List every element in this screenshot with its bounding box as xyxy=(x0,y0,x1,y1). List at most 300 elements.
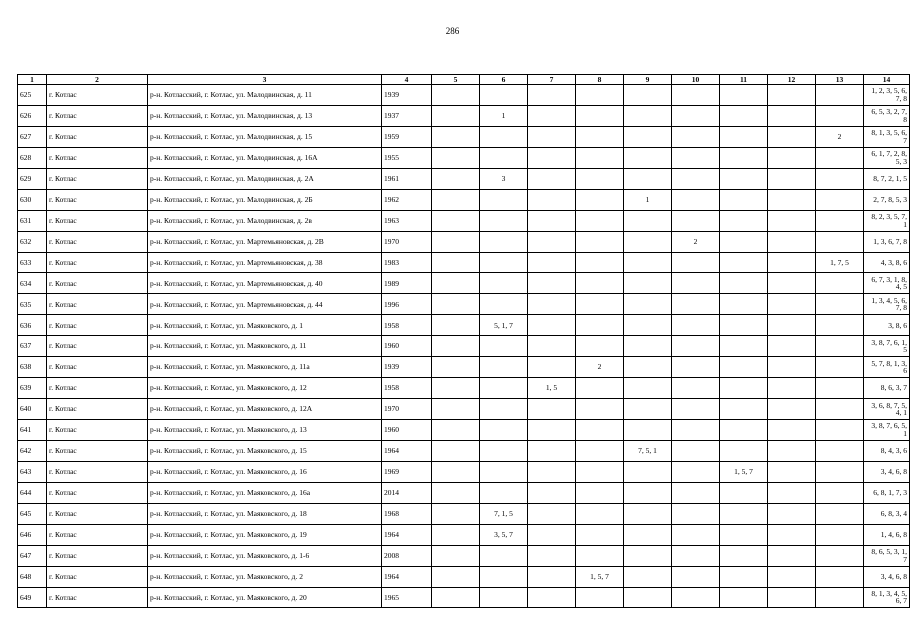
cell-col-8 xyxy=(576,189,624,210)
cell-col-6 xyxy=(480,482,528,503)
cell-col-7 xyxy=(528,126,576,147)
cell-city: г. Котлас xyxy=(47,189,148,210)
cell-col-5 xyxy=(432,461,480,482)
cell-col-5 xyxy=(432,482,480,503)
cell-col-11 xyxy=(720,420,768,441)
cell-col-10: 2 xyxy=(672,231,720,252)
column-header: 7 xyxy=(528,75,576,85)
cell-year: 1963 xyxy=(382,210,432,231)
cell-col-12 xyxy=(768,482,816,503)
table-row xyxy=(18,399,910,420)
column-header: 13 xyxy=(816,75,864,85)
cell-city: г. Котлас xyxy=(47,378,148,399)
cell-col-5 xyxy=(432,315,480,336)
cell-year: 1962 xyxy=(382,189,432,210)
cell-col-5 xyxy=(432,168,480,189)
cell-year: 1989 xyxy=(382,273,432,294)
cell-col-12 xyxy=(768,294,816,315)
cell-city: г. Котлас xyxy=(47,126,148,147)
cell-city: г. Котлас xyxy=(47,461,148,482)
cell-address: р-н. Котласский, г. Котлас, ул. Маяковского, д. 1 xyxy=(148,315,382,336)
cell-year: 1964 xyxy=(382,566,432,587)
cell-col-9 xyxy=(624,105,672,126)
cell-col-12 xyxy=(768,147,816,168)
cell-col-6 xyxy=(480,461,528,482)
table-row xyxy=(18,273,910,294)
cell-col-12 xyxy=(768,587,816,608)
cell-col-10 xyxy=(672,461,720,482)
column-header: 8 xyxy=(576,75,624,85)
cell-col-14: 1, 3, 6, 7, 8 xyxy=(864,231,910,252)
column-header: 3 xyxy=(148,75,382,85)
cell-col-8 xyxy=(576,147,624,168)
cell-col-14: 8, 2, 3, 5, 7, 1 xyxy=(864,210,910,231)
table-row xyxy=(18,189,910,210)
cell-col-6: 5, 1, 7 xyxy=(480,315,528,336)
cell-row-number: 633 xyxy=(18,252,47,273)
cell-col-8 xyxy=(576,420,624,441)
register-table xyxy=(17,74,910,608)
cell-col-12 xyxy=(768,357,816,378)
cell-col-9: 7, 5, 1 xyxy=(624,440,672,461)
cell-col-9 xyxy=(624,482,672,503)
cell-col-8 xyxy=(576,503,624,524)
cell-row-number: 629 xyxy=(18,168,47,189)
cell-col-7 xyxy=(528,524,576,545)
cell-row-number: 635 xyxy=(18,294,47,315)
cell-col-7 xyxy=(528,357,576,378)
cell-address: р-н. Котласский, г. Котлас, ул. Малодвинская, д. 2А xyxy=(148,168,382,189)
table-row xyxy=(18,105,910,126)
cell-col-5 xyxy=(432,126,480,147)
cell-city: г. Котлас xyxy=(47,357,148,378)
table-row xyxy=(18,378,910,399)
cell-city: г. Котлас xyxy=(47,210,148,231)
cell-year: 1955 xyxy=(382,147,432,168)
cell-col-6: 7, 1, 5 xyxy=(480,503,528,524)
cell-col-14: 3, 8, 7, 6, 1, 5 xyxy=(864,336,910,357)
cell-col-10 xyxy=(672,399,720,420)
cell-year: 1968 xyxy=(382,503,432,524)
cell-col-6 xyxy=(480,336,528,357)
cell-city: г. Котлас xyxy=(47,399,148,420)
cell-row-number: 630 xyxy=(18,189,47,210)
table-row xyxy=(18,482,910,503)
cell-col-5 xyxy=(432,189,480,210)
cell-col-14: 8, 6, 3, 7 xyxy=(864,378,910,399)
cell-col-11 xyxy=(720,524,768,545)
cell-col-7 xyxy=(528,273,576,294)
column-header: 5 xyxy=(432,75,480,85)
cell-city: г. Котлас xyxy=(47,440,148,461)
cell-col-10 xyxy=(672,168,720,189)
cell-col-6 xyxy=(480,252,528,273)
cell-col-14: 2, 7, 8, 5, 3 xyxy=(864,189,910,210)
cell-year: 1960 xyxy=(382,336,432,357)
table-row xyxy=(18,420,910,441)
cell-col-9 xyxy=(624,252,672,273)
cell-col-6 xyxy=(480,357,528,378)
cell-row-number: 626 xyxy=(18,105,47,126)
cell-col-8 xyxy=(576,378,624,399)
cell-col-13 xyxy=(816,399,864,420)
cell-col-11 xyxy=(720,399,768,420)
cell-col-6 xyxy=(480,420,528,441)
cell-year: 1965 xyxy=(382,587,432,608)
cell-row-number: 625 xyxy=(18,85,47,106)
cell-year: 1961 xyxy=(382,168,432,189)
cell-col-6 xyxy=(480,189,528,210)
cell-row-number: 646 xyxy=(18,524,47,545)
cell-city: г. Котлас xyxy=(47,273,148,294)
cell-col-9 xyxy=(624,336,672,357)
cell-col-13 xyxy=(816,503,864,524)
cell-address: р-н. Котласский, г. Котлас, ул. Маяковского, д. 11 xyxy=(148,336,382,357)
cell-col-7 xyxy=(528,189,576,210)
cell-year: 1970 xyxy=(382,231,432,252)
cell-col-14: 6, 5, 3, 2, 7, 8 xyxy=(864,105,910,126)
cell-col-9 xyxy=(624,315,672,336)
cell-col-7 xyxy=(528,315,576,336)
cell-col-9 xyxy=(624,399,672,420)
cell-col-13 xyxy=(816,357,864,378)
cell-address: р-н. Котласский, г. Котлас, ул. Мартемьяновская, д. 44 xyxy=(148,294,382,315)
cell-row-number: 632 xyxy=(18,231,47,252)
cell-col-9 xyxy=(624,545,672,566)
column-header: 4 xyxy=(382,75,432,85)
cell-col-14: 3, 8, 6 xyxy=(864,315,910,336)
cell-address: р-н. Котласский, г. Котлас, ул. Маяковского, д. 15 xyxy=(148,440,382,461)
cell-col-11 xyxy=(720,378,768,399)
cell-col-6 xyxy=(480,399,528,420)
cell-address: р-н. Котласский, г. Котлас, ул. Малодвинская, д. 2Б xyxy=(148,189,382,210)
cell-city: г. Котлас xyxy=(47,566,148,587)
cell-col-14: 5, 7, 8, 1, 3, 6 xyxy=(864,357,910,378)
cell-col-7 xyxy=(528,336,576,357)
cell-year: 1959 xyxy=(382,126,432,147)
cell-year: 1970 xyxy=(382,399,432,420)
cell-col-7 xyxy=(528,210,576,231)
cell-col-10 xyxy=(672,336,720,357)
cell-col-7 xyxy=(528,566,576,587)
cell-col-10 xyxy=(672,503,720,524)
cell-col-10 xyxy=(672,357,720,378)
cell-city: г. Котлас xyxy=(47,524,148,545)
cell-city: г. Котлас xyxy=(47,336,148,357)
cell-col-6 xyxy=(480,294,528,315)
cell-col-12 xyxy=(768,503,816,524)
cell-col-12 xyxy=(768,545,816,566)
cell-year: 1996 xyxy=(382,294,432,315)
cell-year: 1937 xyxy=(382,105,432,126)
cell-col-10 xyxy=(672,105,720,126)
cell-col-10 xyxy=(672,294,720,315)
cell-row-number: 647 xyxy=(18,545,47,566)
cell-col-12 xyxy=(768,524,816,545)
cell-col-13 xyxy=(816,587,864,608)
cell-col-14: 8, 1, 3, 5, 6, 7 xyxy=(864,126,910,147)
table-row xyxy=(18,147,910,168)
cell-col-13 xyxy=(816,273,864,294)
cell-address: р-н. Котласский, г. Котлас, ул. Мартемьяновская, д. 2В xyxy=(148,231,382,252)
cell-col-8 xyxy=(576,252,624,273)
cell-col-14: 8, 1, 3, 4, 5, 6, 7 xyxy=(864,587,910,608)
cell-col-9 xyxy=(624,294,672,315)
table-row xyxy=(18,126,910,147)
cell-row-number: 643 xyxy=(18,461,47,482)
cell-col-13 xyxy=(816,85,864,106)
cell-address: р-н. Котласский, г. Котлас, ул. Малодвинская, д. 16А xyxy=(148,147,382,168)
cell-col-14: 3, 4, 6, 8 xyxy=(864,566,910,587)
cell-col-12 xyxy=(768,566,816,587)
cell-col-7 xyxy=(528,399,576,420)
cell-col-13 xyxy=(816,210,864,231)
cell-address: р-н. Котласский, г. Котлас, ул. Маяковского, д. 18 xyxy=(148,503,382,524)
cell-col-8: 1, 5, 7 xyxy=(576,566,624,587)
cell-col-10 xyxy=(672,252,720,273)
cell-col-13 xyxy=(816,189,864,210)
cell-address: р-н. Котласский, г. Котлас, ул. Маяковского, д. 19 xyxy=(148,524,382,545)
cell-col-13 xyxy=(816,420,864,441)
cell-col-9 xyxy=(624,587,672,608)
cell-col-6: 3 xyxy=(480,168,528,189)
cell-col-5 xyxy=(432,524,480,545)
cell-col-11 xyxy=(720,231,768,252)
cell-col-13 xyxy=(816,440,864,461)
cell-col-9: 1 xyxy=(624,189,672,210)
cell-col-9 xyxy=(624,126,672,147)
cell-col-9 xyxy=(624,231,672,252)
table-row xyxy=(18,85,910,106)
cell-year: 1939 xyxy=(382,357,432,378)
cell-col-5 xyxy=(432,420,480,441)
cell-year: 2008 xyxy=(382,545,432,566)
table-row xyxy=(18,315,910,336)
cell-col-5 xyxy=(432,273,480,294)
column-header: 14 xyxy=(864,75,910,85)
cell-col-6: 1 xyxy=(480,105,528,126)
cell-address: р-н. Котласский, г. Котлас, ул. Маяковского, д. 2 xyxy=(148,566,382,587)
cell-col-14: 6, 1, 7, 2, 8, 5, 3 xyxy=(864,147,910,168)
column-header: 12 xyxy=(768,75,816,85)
cell-col-12 xyxy=(768,440,816,461)
cell-col-13 xyxy=(816,147,864,168)
cell-col-11 xyxy=(720,315,768,336)
cell-col-5 xyxy=(432,231,480,252)
cell-year: 1964 xyxy=(382,440,432,461)
cell-row-number: 638 xyxy=(18,357,47,378)
cell-col-7 xyxy=(528,440,576,461)
cell-year: 1958 xyxy=(382,315,432,336)
cell-col-11 xyxy=(720,210,768,231)
cell-col-8 xyxy=(576,126,624,147)
cell-row-number: 636 xyxy=(18,315,47,336)
cell-col-12 xyxy=(768,231,816,252)
cell-col-11 xyxy=(720,545,768,566)
cell-col-7 xyxy=(528,147,576,168)
cell-col-11 xyxy=(720,587,768,608)
cell-col-8 xyxy=(576,440,624,461)
cell-col-6 xyxy=(480,231,528,252)
cell-col-12 xyxy=(768,105,816,126)
cell-col-8 xyxy=(576,105,624,126)
cell-city: г. Котлас xyxy=(47,545,148,566)
cell-col-11 xyxy=(720,85,768,106)
cell-col-13: 2 xyxy=(816,126,864,147)
cell-col-6 xyxy=(480,545,528,566)
cell-col-11 xyxy=(720,357,768,378)
cell-col-9 xyxy=(624,357,672,378)
cell-col-11 xyxy=(720,482,768,503)
table-row xyxy=(18,231,910,252)
cell-col-6 xyxy=(480,566,528,587)
cell-col-8 xyxy=(576,273,624,294)
cell-city: г. Котлас xyxy=(47,252,148,273)
cell-col-5 xyxy=(432,294,480,315)
cell-col-7 xyxy=(528,461,576,482)
cell-col-5 xyxy=(432,587,480,608)
cell-col-14: 3, 8, 7, 6, 5, 1 xyxy=(864,420,910,441)
cell-col-6 xyxy=(480,273,528,294)
cell-city: г. Котлас xyxy=(47,147,148,168)
cell-col-10 xyxy=(672,315,720,336)
cell-address: р-н. Котласский, г. Котлас, ул. Маяковского, д. 12А xyxy=(148,399,382,420)
cell-address: р-н. Котласский, г. Котлас, ул. Малодвинская, д. 15 xyxy=(148,126,382,147)
cell-col-10 xyxy=(672,147,720,168)
cell-address: р-н. Котласский, г. Котлас, ул. Маяковского, д. 1-6 xyxy=(148,545,382,566)
cell-col-13 xyxy=(816,545,864,566)
cell-address: р-н. Котласский, г. Котлас, ул. Маяковского, д. 16а xyxy=(148,482,382,503)
table-row xyxy=(18,336,910,357)
cell-row-number: 634 xyxy=(18,273,47,294)
cell-col-9 xyxy=(624,210,672,231)
column-header: 11 xyxy=(720,75,768,85)
table-row xyxy=(18,587,910,608)
cell-address: р-н. Котласский, г. Котлас, ул. Маяковского, д. 16 xyxy=(148,461,382,482)
cell-year: 1969 xyxy=(382,461,432,482)
cell-col-9 xyxy=(624,378,672,399)
table-row xyxy=(18,566,910,587)
table-row xyxy=(18,357,910,378)
cell-row-number: 649 xyxy=(18,587,47,608)
cell-col-5 xyxy=(432,503,480,524)
cell-col-10 xyxy=(672,420,720,441)
cell-col-11 xyxy=(720,503,768,524)
column-header: 9 xyxy=(624,75,672,85)
cell-col-11 xyxy=(720,105,768,126)
cell-col-14: 6, 8, 1, 7, 3 xyxy=(864,482,910,503)
cell-col-13 xyxy=(816,294,864,315)
cell-col-12 xyxy=(768,85,816,106)
table-row xyxy=(18,294,910,315)
column-header: 1 xyxy=(18,75,47,85)
cell-address: р-н. Котласский, г. Котлас, ул. Мартемьяновская, д. 38 xyxy=(148,252,382,273)
cell-col-11 xyxy=(720,566,768,587)
cell-col-11 xyxy=(720,294,768,315)
cell-col-12 xyxy=(768,252,816,273)
table-row xyxy=(18,524,910,545)
cell-city: г. Котлас xyxy=(47,294,148,315)
cell-col-5 xyxy=(432,252,480,273)
cell-col-10 xyxy=(672,273,720,294)
cell-col-6: 3, 5, 7 xyxy=(480,524,528,545)
table-row xyxy=(18,503,910,524)
cell-col-12 xyxy=(768,461,816,482)
cell-city: г. Котлас xyxy=(47,231,148,252)
cell-col-13 xyxy=(816,168,864,189)
cell-col-11 xyxy=(720,273,768,294)
cell-col-14: 8, 6, 5, 3, 1, 7 xyxy=(864,545,910,566)
cell-row-number: 631 xyxy=(18,210,47,231)
cell-col-11 xyxy=(720,336,768,357)
cell-col-10 xyxy=(672,189,720,210)
cell-col-13 xyxy=(816,336,864,357)
cell-col-12 xyxy=(768,399,816,420)
cell-city: г. Котлас xyxy=(47,85,148,106)
cell-col-7: 1, 5 xyxy=(528,378,576,399)
cell-col-13 xyxy=(816,482,864,503)
table-row xyxy=(18,210,910,231)
cell-year: 1939 xyxy=(382,85,432,106)
cell-col-11 xyxy=(720,147,768,168)
cell-col-10 xyxy=(672,85,720,106)
cell-row-number: 637 xyxy=(18,336,47,357)
table-row xyxy=(18,461,910,482)
cell-col-11: 1, 5, 7 xyxy=(720,461,768,482)
cell-col-5 xyxy=(432,399,480,420)
cell-col-6 xyxy=(480,210,528,231)
cell-col-9 xyxy=(624,566,672,587)
cell-address: р-н. Котласский, г. Котлас, ул. Маяковского, д. 12 xyxy=(148,378,382,399)
cell-col-7 xyxy=(528,294,576,315)
cell-col-9 xyxy=(624,503,672,524)
table-row xyxy=(18,168,910,189)
cell-col-5 xyxy=(432,545,480,566)
cell-row-number: 644 xyxy=(18,482,47,503)
cell-row-number: 641 xyxy=(18,420,47,441)
cell-col-14: 6, 8, 3, 4 xyxy=(864,503,910,524)
cell-col-7 xyxy=(528,503,576,524)
cell-year: 1964 xyxy=(382,524,432,545)
cell-year: 2014 xyxy=(382,482,432,503)
cell-col-8 xyxy=(576,231,624,252)
cell-row-number: 642 xyxy=(18,440,47,461)
cell-col-14: 1, 4, 6, 8 xyxy=(864,524,910,545)
cell-col-10 xyxy=(672,378,720,399)
cell-col-13 xyxy=(816,378,864,399)
cell-col-10 xyxy=(672,210,720,231)
cell-address: р-н. Котласский, г. Котлас, ул. Малодвинская, д. 2в xyxy=(148,210,382,231)
cell-col-12 xyxy=(768,315,816,336)
cell-col-9 xyxy=(624,461,672,482)
cell-col-12 xyxy=(768,273,816,294)
cell-col-8 xyxy=(576,168,624,189)
cell-col-7 xyxy=(528,85,576,106)
cell-col-9 xyxy=(624,273,672,294)
cell-col-14: 8, 4, 3, 6 xyxy=(864,440,910,461)
cell-col-10 xyxy=(672,482,720,503)
cell-col-8 xyxy=(576,461,624,482)
cell-col-11 xyxy=(720,189,768,210)
cell-row-number: 645 xyxy=(18,503,47,524)
cell-col-7 xyxy=(528,168,576,189)
cell-col-6 xyxy=(480,378,528,399)
cell-city: г. Котлас xyxy=(47,420,148,441)
cell-city: г. Котлас xyxy=(47,315,148,336)
cell-col-7 xyxy=(528,231,576,252)
cell-address: р-н. Котласский, г. Котлас, ул. Мартемьяновская, д. 40 xyxy=(148,273,382,294)
table-row xyxy=(18,545,910,566)
